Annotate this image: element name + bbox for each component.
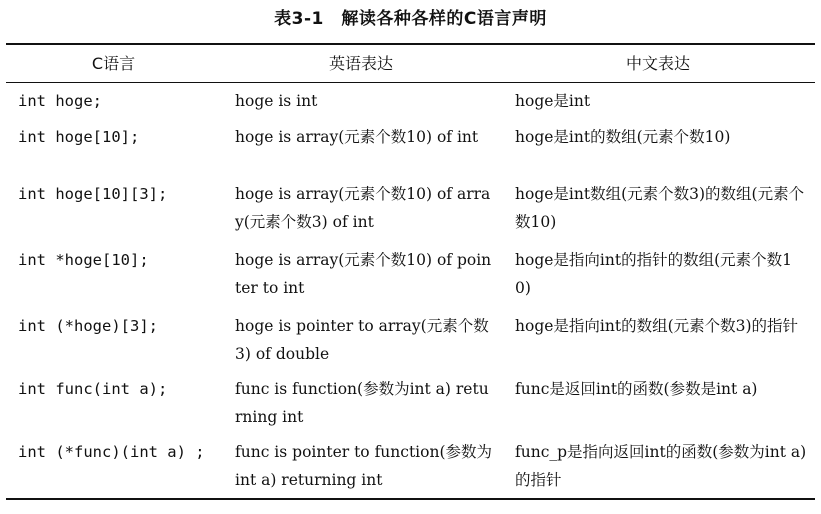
c-declaration: int (*func)(int a) ;: [18, 443, 205, 461]
table-row: [6, 123, 815, 180]
english-reading: hoge is int: [235, 92, 318, 110]
chinese-reading: hoge是指向int的数组(元素个数3)的指针: [515, 317, 799, 335]
declarations-table: [6, 43, 815, 500]
table-header-row: [6, 45, 815, 83]
english-reading: func is function(参数为int a) returning int: [235, 380, 489, 426]
c-declaration: int hoge;: [18, 92, 102, 110]
c-declaration: int func(int a);: [18, 380, 168, 398]
c-declaration: int hoge[10];: [18, 128, 140, 146]
c-declaration: int (*hoge)[3];: [18, 317, 158, 335]
table-row: [6, 180, 815, 246]
c-declaration: int *hoge[10];: [18, 251, 149, 269]
chinese-reading: hoge是int数组(元素个数3)的数组(元素个数10): [515, 185, 805, 231]
english-reading: func is pointer to function(参数为int a) returning int: [235, 443, 492, 489]
english-reading: hoge is array(元素个数10) of int: [235, 128, 479, 146]
table-row: [6, 312, 815, 375]
english-reading: hoge is array(元素个数10) of pointer to int: [235, 251, 492, 297]
english-reading: hoge is pointer to array(元素个数3) of double: [235, 317, 489, 363]
table-row: [6, 83, 815, 123]
table-row: [6, 375, 815, 438]
table-row: [6, 438, 815, 498]
english-reading: hoge is array(元素个数10) of array(元素个数3) of int: [235, 185, 491, 231]
header-chinese: 中文表达: [625, 54, 690, 73]
table-caption: 表3-1 解读各种各样的C语言声明: [274, 9, 547, 29]
table-row: [6, 246, 815, 312]
chinese-reading: func是返回int的函数(参数是int a): [515, 380, 758, 398]
chinese-reading: hoge是指向int的指针的数组(元素个数10): [515, 251, 792, 297]
chinese-reading: hoge是int: [515, 92, 591, 110]
header-c-language: C语言: [91, 54, 136, 73]
header-english: 英语表达: [328, 54, 393, 73]
chinese-reading: func_p是指向返回int的函数(参数为int a)的指针: [515, 443, 807, 489]
chinese-reading: hoge是int的数组(元素个数10): [515, 128, 731, 146]
c-declaration: int hoge[10][3];: [18, 185, 168, 203]
